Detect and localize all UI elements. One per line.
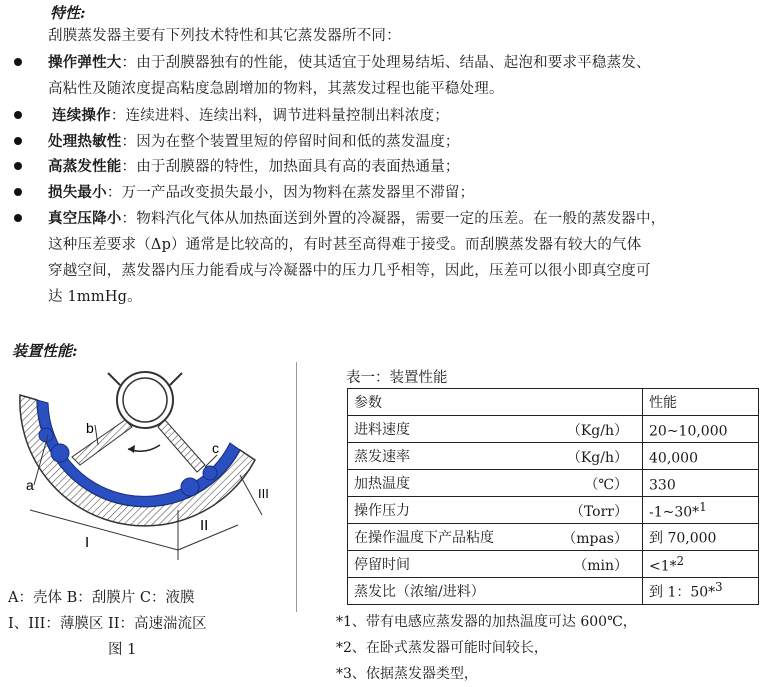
feature-item-4 bbox=[48, 155, 460, 176]
label-c: c bbox=[212, 440, 219, 456]
table-row bbox=[348, 551, 759, 578]
table-cell-value: 到 1：50*$^3$ bbox=[643, 578, 759, 605]
table-note-3: *3、依据蒸发器类型， bbox=[336, 666, 478, 682]
feature-text-cont: 穿越空间，蒸发器内压力能看成与冷凝器中的压力几乎相等，因此，压差可以很小即真空度可 bbox=[48, 263, 651, 279]
label-b: b bbox=[86, 420, 94, 436]
feature-text: ：因为在整个装置里短的停留时间和低的蒸发温度； bbox=[121, 134, 460, 150]
feature-text: ：由于刮膜器独有的性能，使其适宜于处理易结垢、结晶、起泡和要求平稳蒸发、 bbox=[121, 55, 651, 71]
table-row bbox=[348, 497, 759, 524]
feature-text: ：物料汽化气体从加热面送到外置的冷凝器，需要一定的压差。在一般的蒸发器中， bbox=[121, 211, 666, 227]
bullet-dot bbox=[14, 162, 22, 170]
table-cell-unit: （Torr） bbox=[569, 504, 628, 520]
table-note-1: *1、带有电感应蒸发器的加热温度可达 600℃， bbox=[336, 614, 637, 630]
table-cell-unit: （Kg/h） bbox=[566, 450, 628, 466]
feature-item-1 bbox=[48, 51, 651, 72]
feature-item-5 bbox=[48, 181, 474, 202]
feature-title: 损失最小 bbox=[48, 184, 107, 201]
table-row bbox=[348, 470, 759, 497]
evaporator-diagram bbox=[0, 365, 290, 580]
feature-text: ：由于刮膜器的特性，加热面具有高的表面热通量； bbox=[121, 159, 460, 175]
feature-text-cont: 达 1mmHg。 bbox=[48, 289, 142, 305]
rotor-tube bbox=[108, 372, 182, 428]
table-caption: 表一：装置性能 bbox=[346, 370, 448, 386]
feature-item-3 bbox=[48, 130, 460, 151]
figure-legend-1: A：壳体 B：刮膜片 C：液膜 bbox=[8, 590, 195, 606]
bullet-dot bbox=[14, 214, 22, 222]
table-cell-unit: （mpas） bbox=[562, 531, 628, 547]
table-cell-param: 蒸发比（浓缩/进料） bbox=[348, 578, 643, 605]
features-intro: 刮膜蒸发器主要有下列技术特性和其它蒸发器所不同： bbox=[48, 28, 401, 44]
feature-title: 高蒸发性能 bbox=[48, 158, 122, 175]
table-cell-param: 在操作温度下产品粘度 （mpas） bbox=[348, 524, 643, 551]
table-cell-unit: （Kg/h） bbox=[566, 423, 628, 439]
table-cell-param: 操作压力 （Torr） bbox=[348, 497, 643, 524]
figure-caption: 图 1 bbox=[108, 642, 137, 658]
table-row bbox=[348, 524, 759, 551]
table-cell-unit: （℃） bbox=[584, 477, 628, 493]
feature-text: ：连续进料、连续出料，调节进料量控制出料浓度； bbox=[110, 108, 449, 124]
column-divider bbox=[296, 362, 297, 612]
table-cell-value: 20~10,000 bbox=[643, 416, 759, 443]
table-row bbox=[348, 416, 759, 443]
table-cell-value: <1*$^2$ bbox=[643, 551, 759, 578]
table-header: 性能 bbox=[643, 389, 759, 416]
feature-title: 真空压降小 bbox=[48, 210, 122, 227]
table-note-2: *2、在卧式蒸发器可能时间较长， bbox=[336, 640, 548, 656]
bullet-dot bbox=[14, 111, 22, 119]
feature-item-2 bbox=[52, 104, 449, 125]
feature-title: 操作弹性大 bbox=[48, 54, 122, 71]
performance-heading: 装置性能: bbox=[12, 342, 78, 360]
table-cell-param: 加热温度 （℃） bbox=[348, 470, 643, 497]
table-row bbox=[348, 578, 759, 605]
table-header: 参数 bbox=[348, 389, 643, 416]
performance-table bbox=[347, 388, 759, 605]
table-cell-param: 蒸发速率 （Kg/h） bbox=[348, 443, 643, 470]
label-zone-3: III bbox=[258, 486, 269, 501]
table-row bbox=[348, 443, 759, 470]
table-cell-value: 40,000 bbox=[643, 443, 759, 470]
feature-title: 处理热敏性 bbox=[48, 133, 122, 150]
label-zone-1: I bbox=[85, 534, 90, 551]
table-cell-value: 到 70,000 bbox=[643, 524, 759, 551]
label-a: a bbox=[26, 477, 34, 493]
label-zone-2: II bbox=[200, 517, 209, 534]
feature-title: 连续操作 bbox=[52, 107, 111, 124]
table-cell-value: -1~30*$^1$ bbox=[643, 497, 759, 524]
feature-text-cont: 这种压差要求（Δp）通常是比较高的，有时甚至高得难于接受。而刮膜蒸发器有较大的气体 bbox=[48, 237, 642, 253]
table-cell-unit: （min） bbox=[573, 558, 628, 574]
features-heading: 特性: bbox=[50, 4, 86, 22]
bullet-dot bbox=[14, 188, 22, 196]
arrow-head bbox=[128, 445, 135, 453]
table-cell-value: 330 bbox=[643, 470, 759, 497]
bullet-dot bbox=[14, 137, 22, 145]
wiper-blade-b bbox=[72, 420, 132, 465]
bullet-dot bbox=[14, 58, 22, 66]
feature-text: ：万一产品改变损失最小，因为物料在蒸发器里不滞留； bbox=[106, 185, 475, 201]
table-header-row bbox=[348, 389, 759, 416]
feature-item-6 bbox=[48, 207, 665, 228]
figure-legend-2: I、III：薄膜区 II：高速湍流区 bbox=[8, 616, 207, 632]
table-cell-param: 进料速度 （Kg/h） bbox=[348, 416, 643, 443]
table-cell-param: 停留时间 （min） bbox=[348, 551, 643, 578]
feature-text-cont: 高粘性及随浓度提高粘度急剧增加的物料，其蒸发过程也能平稳处理。 bbox=[48, 81, 504, 97]
wiper-blade-c bbox=[158, 420, 205, 472]
